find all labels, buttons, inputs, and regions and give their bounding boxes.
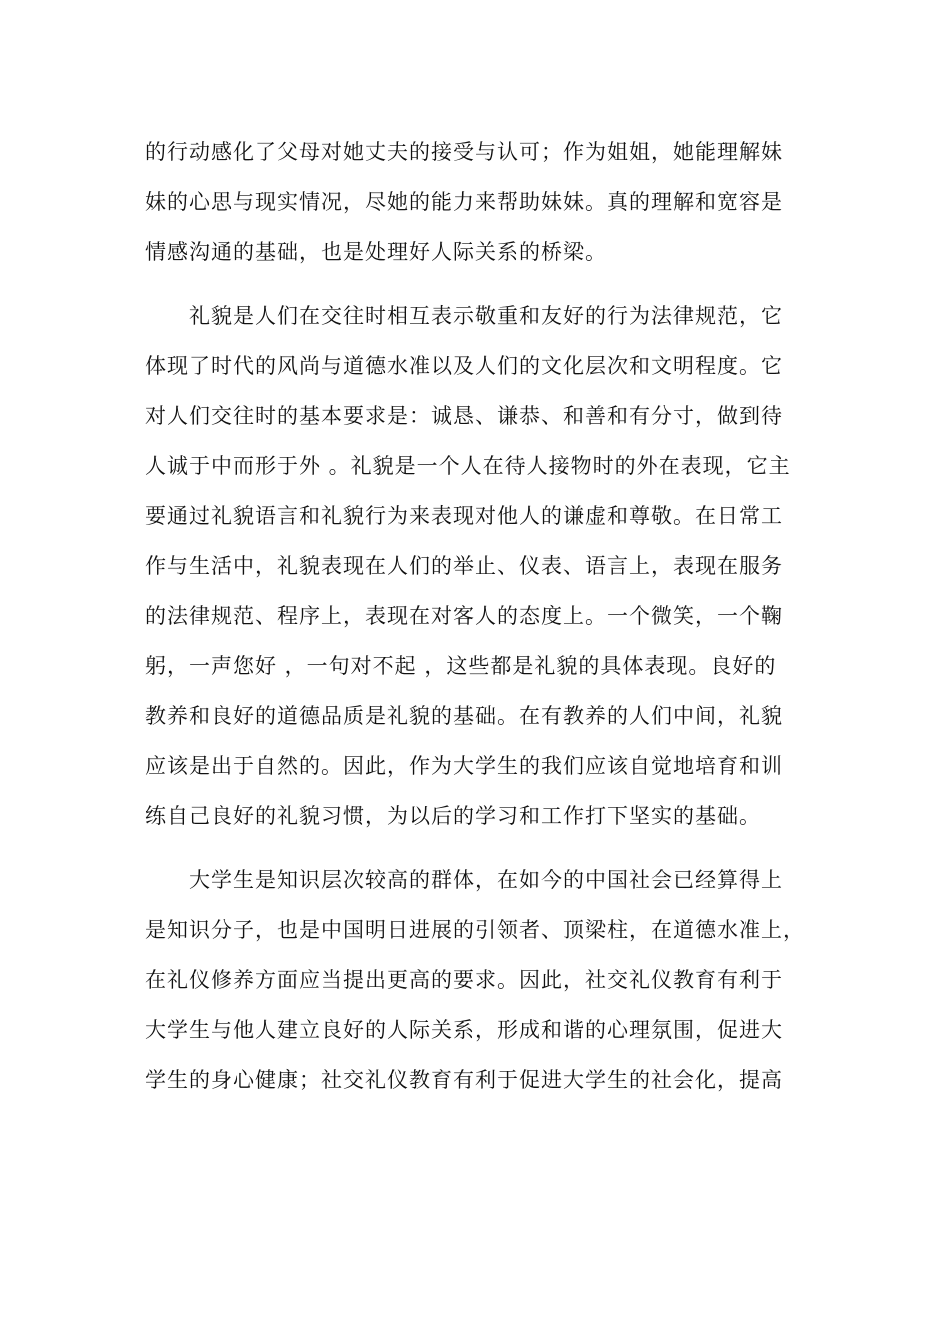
paragraph-2 — [145, 291, 815, 841]
text-line: 人诚于中而形于外 。礼貌是一个人在待人接物时的外在表现，它主 — [145, 454, 791, 478]
text-line: 教养和良好的道德品质是礼貌的基础。在有教养的人们中间，礼貌 — [145, 704, 783, 728]
text-line-indented: 大学生是知识层次较高的群体，在如今的中国社会已经算得上 — [189, 868, 783, 892]
text-line: 大学生与他人建立良好的人际关系，形成和谐的心理氛围，促进大 — [145, 1018, 783, 1042]
paragraph-gap — [145, 277, 815, 291]
body-text — [145, 127, 815, 1105]
text-line: 练自己良好的礼貌习惯，为以后的学习和工作打下坚实的基础。 — [145, 804, 761, 828]
text-line: 情感沟通的基础，也是处理好人际关系的桥梁。 — [145, 240, 607, 264]
text-line: 对人们交往时的基本要求是：诚恳、谦恭、和善和有分寸，做到待 — [145, 404, 783, 428]
text-line: 是知识分子，也是中国明日进展的引领者、顶梁柱，在道德水准上， — [145, 918, 805, 942]
text-line: 要通过礼貌语言和礼貌行为来表现对他人的谦虚和尊敬。在日常工 — [145, 504, 783, 528]
text-line: 作与生活中，礼貌表现在人们的举止、仪表、语言上，表现在服务 — [145, 554, 783, 578]
text-line: 的行动感化了父母对她丈夫的接受与认可；作为姐姐，她能理解妹 — [145, 140, 783, 164]
paragraph-3 — [145, 855, 815, 1105]
text-line-indented: 礼貌是人们在交往时相互表示敬重和友好的行为法律规范，它 — [189, 304, 783, 328]
text-line: 应该是出于自然的。因此，作为大学生的我们应该自觉地培育和训 — [145, 754, 783, 778]
text-line: 妹的心思与现实情况，尽她的能力来帮助妹妹。真的理解和宽容是 — [145, 190, 783, 214]
text-line: 的法律规范、程序上，表现在对客人的态度上。一个微笑，一个鞠 — [145, 604, 783, 628]
text-line: 躬，一声您好 ，一句对不起 ，这些都是礼貌的具体表现。良好的 — [145, 654, 777, 678]
text-line: 在礼仪修养方面应当提出更高的要求。因此，社交礼仪教育有利于 — [145, 968, 783, 992]
paragraph-gap — [145, 841, 815, 855]
text-line: 学生的身心健康；社交礼仪教育有利于促进大学生的社会化，提高 — [145, 1068, 783, 1092]
text-line: 体现了时代的风尚与道德水准以及人们的文化层次和文明程度。它 — [145, 354, 783, 378]
paragraph-1 — [145, 127, 815, 277]
